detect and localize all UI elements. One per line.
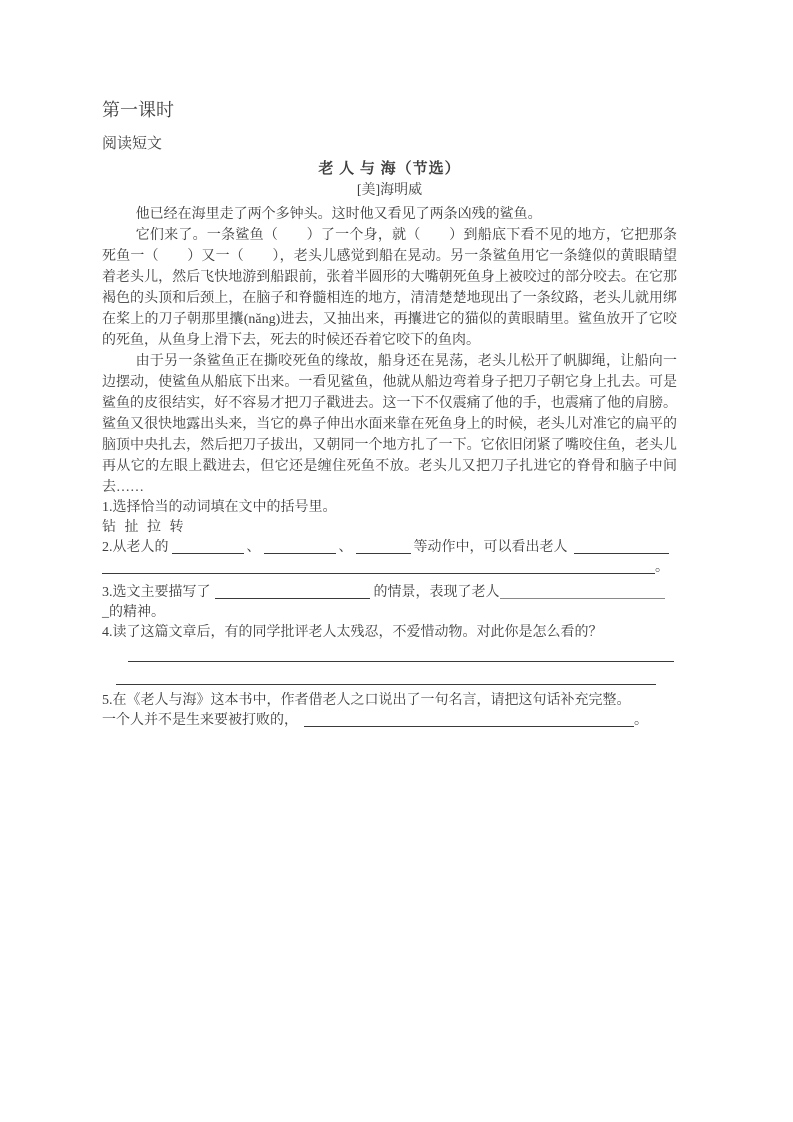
question-1: 1.选择恰当的动词填在文中的括号里。 xyxy=(102,500,337,515)
q5-answer-blank xyxy=(304,713,634,727)
question-5-line2 xyxy=(102,711,677,731)
q4-answer-blank-2 xyxy=(116,671,656,685)
q2-blank-3 xyxy=(356,540,411,554)
passage-author: [美]海明威 xyxy=(356,183,423,198)
q2-blank-2 xyxy=(264,540,336,554)
reading-instruction: 阅读短文 xyxy=(102,136,163,152)
questions-section xyxy=(102,498,677,731)
question-4-answer-line-2 xyxy=(102,669,677,689)
question-5-stem: 一个人并不是生来要被打败的， xyxy=(102,713,298,728)
q2-blank-5 xyxy=(102,560,655,574)
question-3-line2: _的精神。 xyxy=(102,605,165,620)
question-2-text: 2.从老人的 xyxy=(102,540,169,555)
passage-title: 老 人 与 海（节选） xyxy=(318,161,461,177)
question-4: 4.读了这篇文章后，有的同学批评老人太残忍，不爱惜动物。对此你是怎么看的？ xyxy=(102,625,603,640)
q2-separator-2: 、 xyxy=(338,540,353,555)
question-3-mid: 的情景，表现了老人 xyxy=(373,585,500,600)
q3-blank-2 xyxy=(500,585,665,599)
passage-body xyxy=(102,204,677,498)
q3-blank-1 xyxy=(215,585,370,599)
question-3-text: 3.选文主要描写了 xyxy=(102,585,211,600)
question-1-options: 钻 扯 拉 转 xyxy=(102,520,185,535)
question-5: 5.在《老人与海》这本书中，作者借老人之口说出了一句名言，请把这句话补充完整。 xyxy=(102,693,631,708)
q2-period: 。 xyxy=(655,560,669,575)
q2-separator-1: 、 xyxy=(246,540,261,555)
passage-paragraph-1: 他已经在海里走了两个多钟头。这时他又看见了两条凶残的鲨鱼。 xyxy=(135,207,542,222)
q4-answer-blank-1 xyxy=(128,648,674,662)
passage-paragraph-2: 它们来了。一条鲨鱼（ ）了一个身，就（ ）到船底下看不见的地方，它把那条死鱼一（ ）又一（ ），老头儿感觉到船在晃动。另一条鲨鱼用它一条缝似的黄眼睛望着老头儿，然后飞快地游到船跟前，张着半圆形的大嘴朝死鱼身上被咬过的部分咬去。在它那褐色的头顶和后颈上，在脑子和脊髓相连的地方，清清楚楚地现出了一条纹路，老头儿就用绑在桨上的刀子朝那里攮(nǎng)进去，又抽出来，再攮进它的猫似的黄眼睛里。鲨鱼放开了它咬的死鱼，从鱼身上滑下去，死去的时候还吞着它咬下的鱼肉。 xyxy=(102,228,677,348)
q2-blank-1 xyxy=(172,540,244,554)
q5-period: 。 xyxy=(634,713,648,728)
section-title: 第一课时 xyxy=(102,100,174,120)
q2-blank-4 xyxy=(574,540,669,554)
passage-paragraph-3: 由于另一条鲨鱼正在撕咬死鱼的缘故，船身还在晃荡，老头儿松开了帆脚绳，让船向一边摆动，使鲨鱼从船底下出来。一看见鲨鱼，他就从船边弯着身子把刀子朝它身上扎去。可是鲨鱼的皮很结实，好不容易才把刀子戳进去。这一下不仅震痛了他的手，也震痛了他的肩膀。鲨鱼又很快地露出头来，当它的鼻子伸出水面来靠在死鱼身上的时候，老头儿对准它的扁平的脑顶中央扎去，然后把刀子拔出，又朝同一个地方扎了一下。它依旧闭紧了嘴咬住鱼，老头儿再从它的左眼上戳进去，但它还是缠住死鱼不放。老头儿又把刀子扎进它的脊骨和脑子中间去…… xyxy=(102,354,677,495)
question-4-answer-line-1 xyxy=(102,646,677,666)
question-2 xyxy=(102,538,677,558)
question-3 xyxy=(102,583,677,603)
question-2-mid: 等动作中，可以看出老人 xyxy=(413,540,568,555)
question-2-line2 xyxy=(102,558,677,578)
